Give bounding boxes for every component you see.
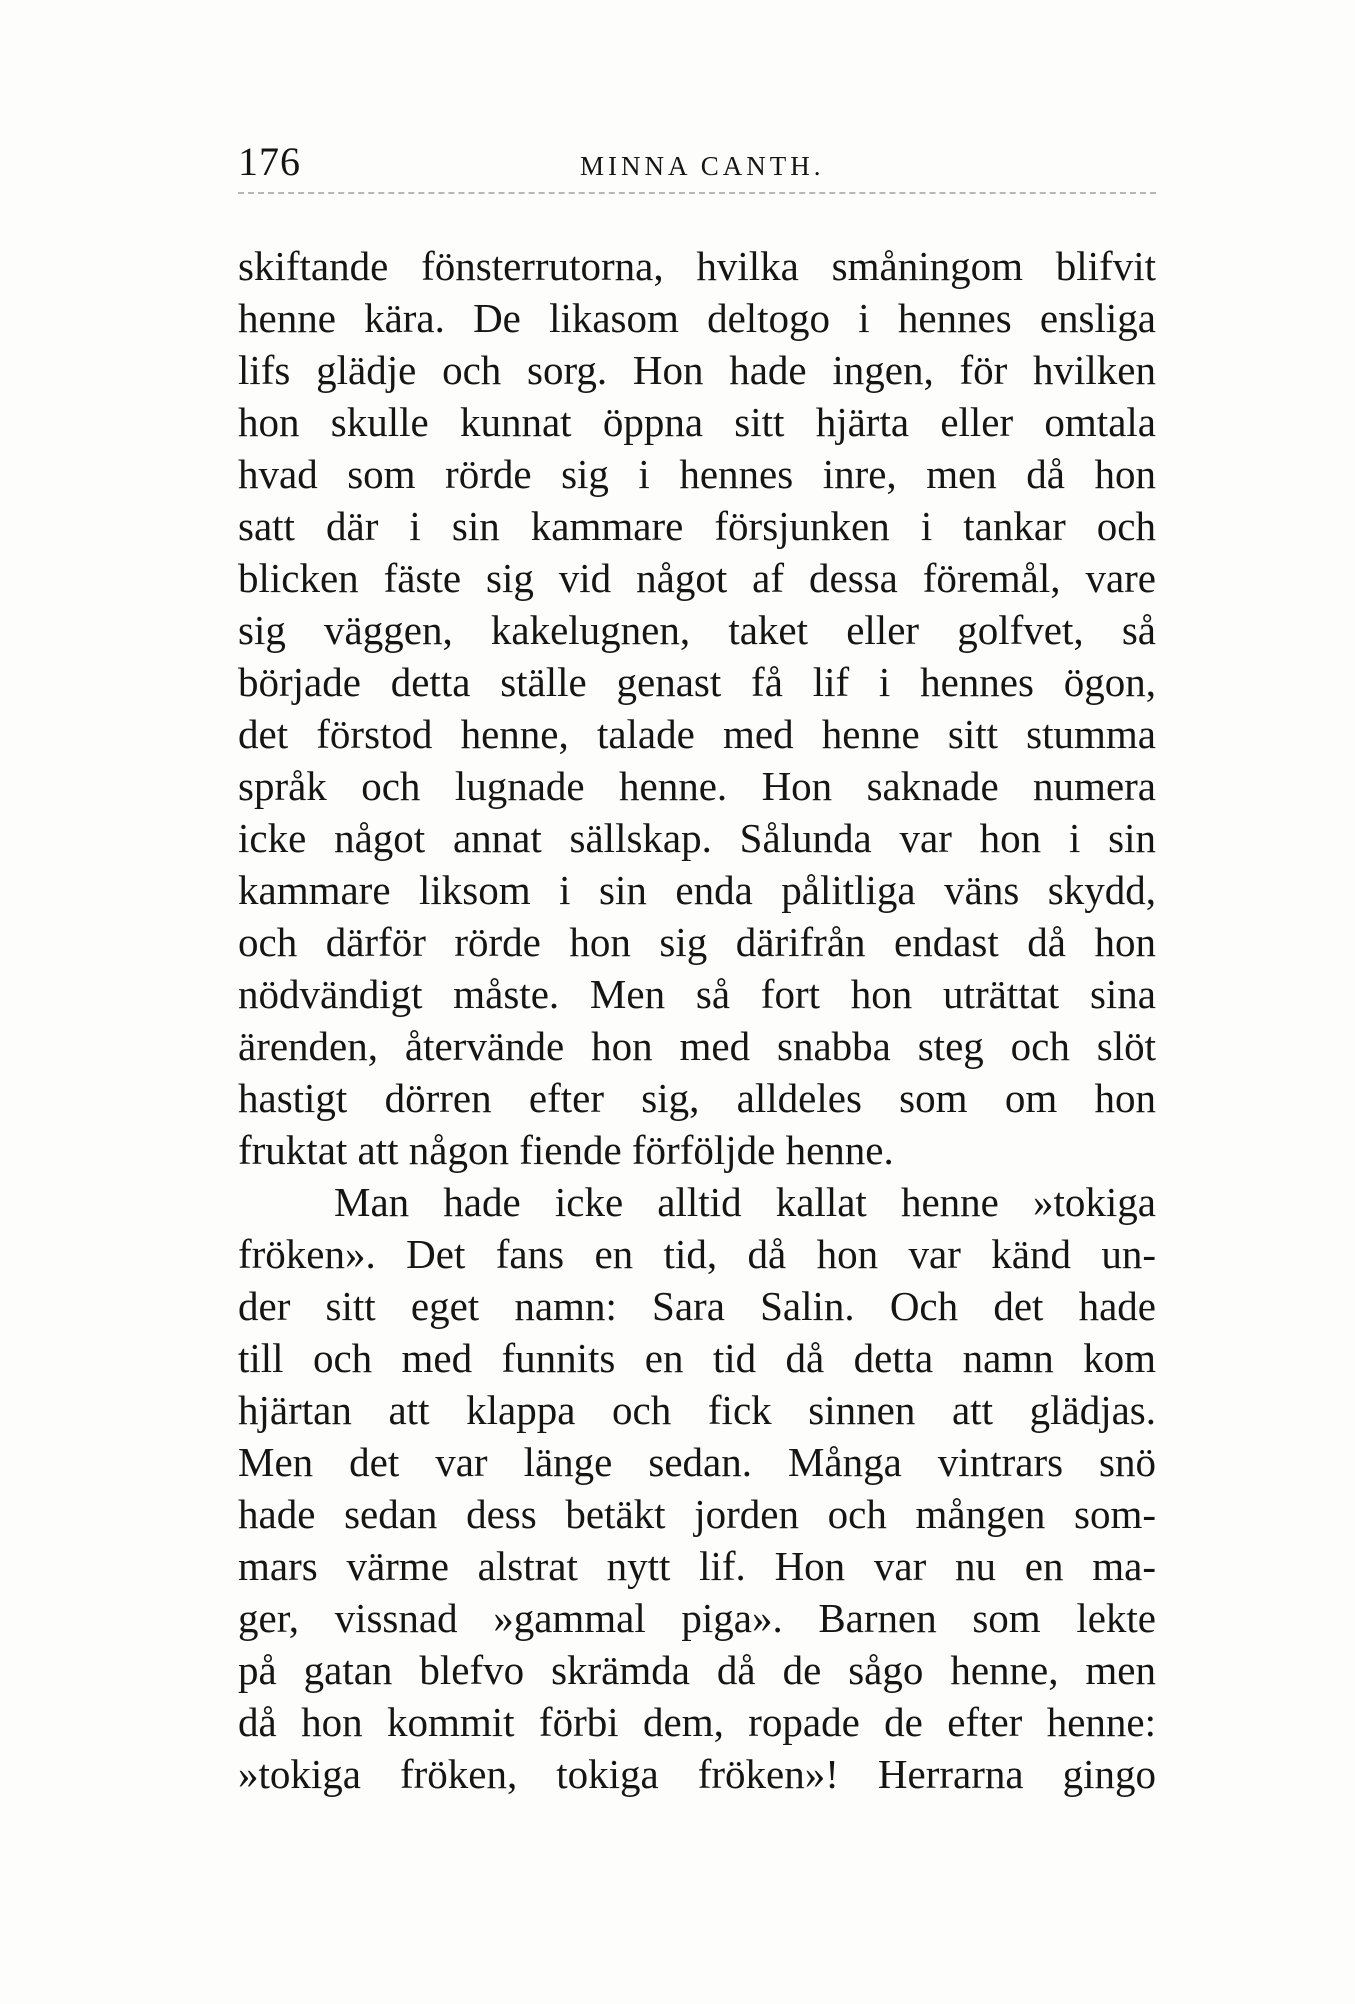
body-text <box>238 240 1156 1800</box>
running-head <box>238 132 1156 192</box>
text-line: hon skulle kunnat öppna sitt hjärta eller omtala <box>238 399 1156 445</box>
page-number: 176 <box>238 139 301 184</box>
text-line: det förstod henne, talade med henne sitt stumma <box>238 711 1156 757</box>
text-line: började detta ställe genast få lif i hennes ögon, <box>238 659 1156 705</box>
text-line: språk och lugnade henne. Hon saknade numera <box>238 763 1156 809</box>
text-line: mars värme alstrat nytt lif. Hon var nu en ma- <box>238 1543 1156 1589</box>
text-line: hjärtan att klappa och fick sinnen att glädjas. <box>238 1387 1156 1433</box>
text-line: ger, vissnad »gammal piga». Barnen som lekte <box>238 1595 1156 1641</box>
paragraph-end-line: fruktat att någon fiende förföljde henne. <box>238 1127 894 1173</box>
text-line: till och med funnits en tid då detta namn kom <box>238 1335 1156 1381</box>
header-rule <box>238 192 1156 194</box>
text-line: der sitt eget namn: Sara Salin. Och det hade <box>238 1283 1156 1329</box>
text-line: henne kära. De likasom deltogo i hennes ensliga <box>238 295 1156 341</box>
text-line: kammare liksom i sin enda pålitliga väns skydd, <box>238 867 1156 913</box>
text-line: »tokiga fröken, tokiga fröken»! Herrarna gingo <box>238 1751 1156 1797</box>
text-line: nödvändigt måste. Men så fort hon uträttat sina <box>238 971 1156 1017</box>
text-line: och därför rörde hon sig därifrån endast då hon <box>238 919 1156 965</box>
text-line: Men det var länge sedan. Många vintrars snö <box>238 1439 1156 1485</box>
text-line: då hon kommit förbi dem, ropade de efter henne: <box>238 1699 1156 1745</box>
text-line: hade sedan dess betäkt jorden och mången som- <box>238 1491 1156 1537</box>
text-line: icke något annat sällskap. Sålunda var hon i sin <box>238 815 1156 861</box>
text-line: lifs glädje och sorg. Hon hade ingen, för hvilken <box>238 347 1156 393</box>
text-line: satt där i sin kammare försjunken i tankar och <box>238 503 1156 549</box>
running-title: MINNA CANTH. <box>580 151 825 181</box>
text-line: på gatan blefvo skrämda då de sågo henne, men <box>238 1647 1156 1693</box>
text-line: blicken fäste sig vid något af dessa föremål, vare <box>238 555 1156 601</box>
text-line: skiftande fönsterrutorna, hvilka småningom blifvit <box>238 243 1156 289</box>
text-line: sig väggen, kakelugnen, taket eller golfvet, så <box>238 607 1156 653</box>
text-line: hastigt dörren efter sig, alldeles som om hon <box>238 1075 1156 1121</box>
text-line: fröken». Det fans en tid, då hon var känd un- <box>238 1231 1156 1277</box>
paragraph-start-line: Man hade icke alltid kallat henne »tokiga <box>334 1179 1156 1225</box>
text-line: ärenden, återvände hon med snabba steg och slöt <box>238 1023 1156 1069</box>
text-line: hvad som rörde sig i hennes inre, men då hon <box>238 451 1156 497</box>
